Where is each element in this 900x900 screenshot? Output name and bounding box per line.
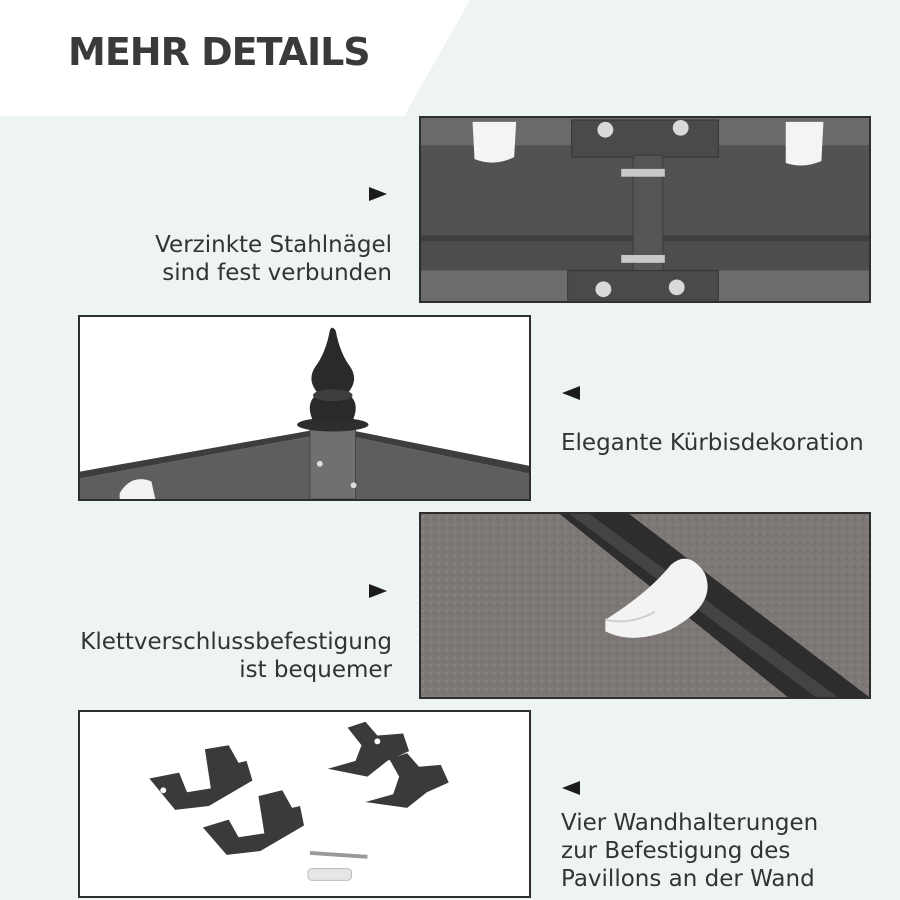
photo-finial-decoration bbox=[78, 315, 531, 501]
arrow-right-icon bbox=[369, 187, 387, 201]
feature-caption-nails: Verzinkte Stahlnägel sind fest verbunden bbox=[155, 232, 392, 286]
arrow-left-icon bbox=[562, 781, 580, 795]
arrow-right-icon bbox=[369, 584, 387, 598]
photo-wall-brackets bbox=[78, 710, 531, 898]
page-title: MEHR DETAILS bbox=[68, 30, 370, 74]
arrow-left-icon bbox=[562, 386, 580, 400]
feature-caption-finial: Elegante Kürbisdekoration bbox=[561, 430, 864, 456]
photo-velcro-strap bbox=[419, 512, 871, 699]
feature-caption-wall-brackets: Vier Wandhalterungen zur Befestigung des Pavillons an der Wand bbox=[561, 810, 819, 892]
photo-steel-bracket bbox=[419, 116, 871, 303]
feature-caption-velcro: Klettverschlussbefestigung ist bequemer bbox=[80, 629, 392, 683]
